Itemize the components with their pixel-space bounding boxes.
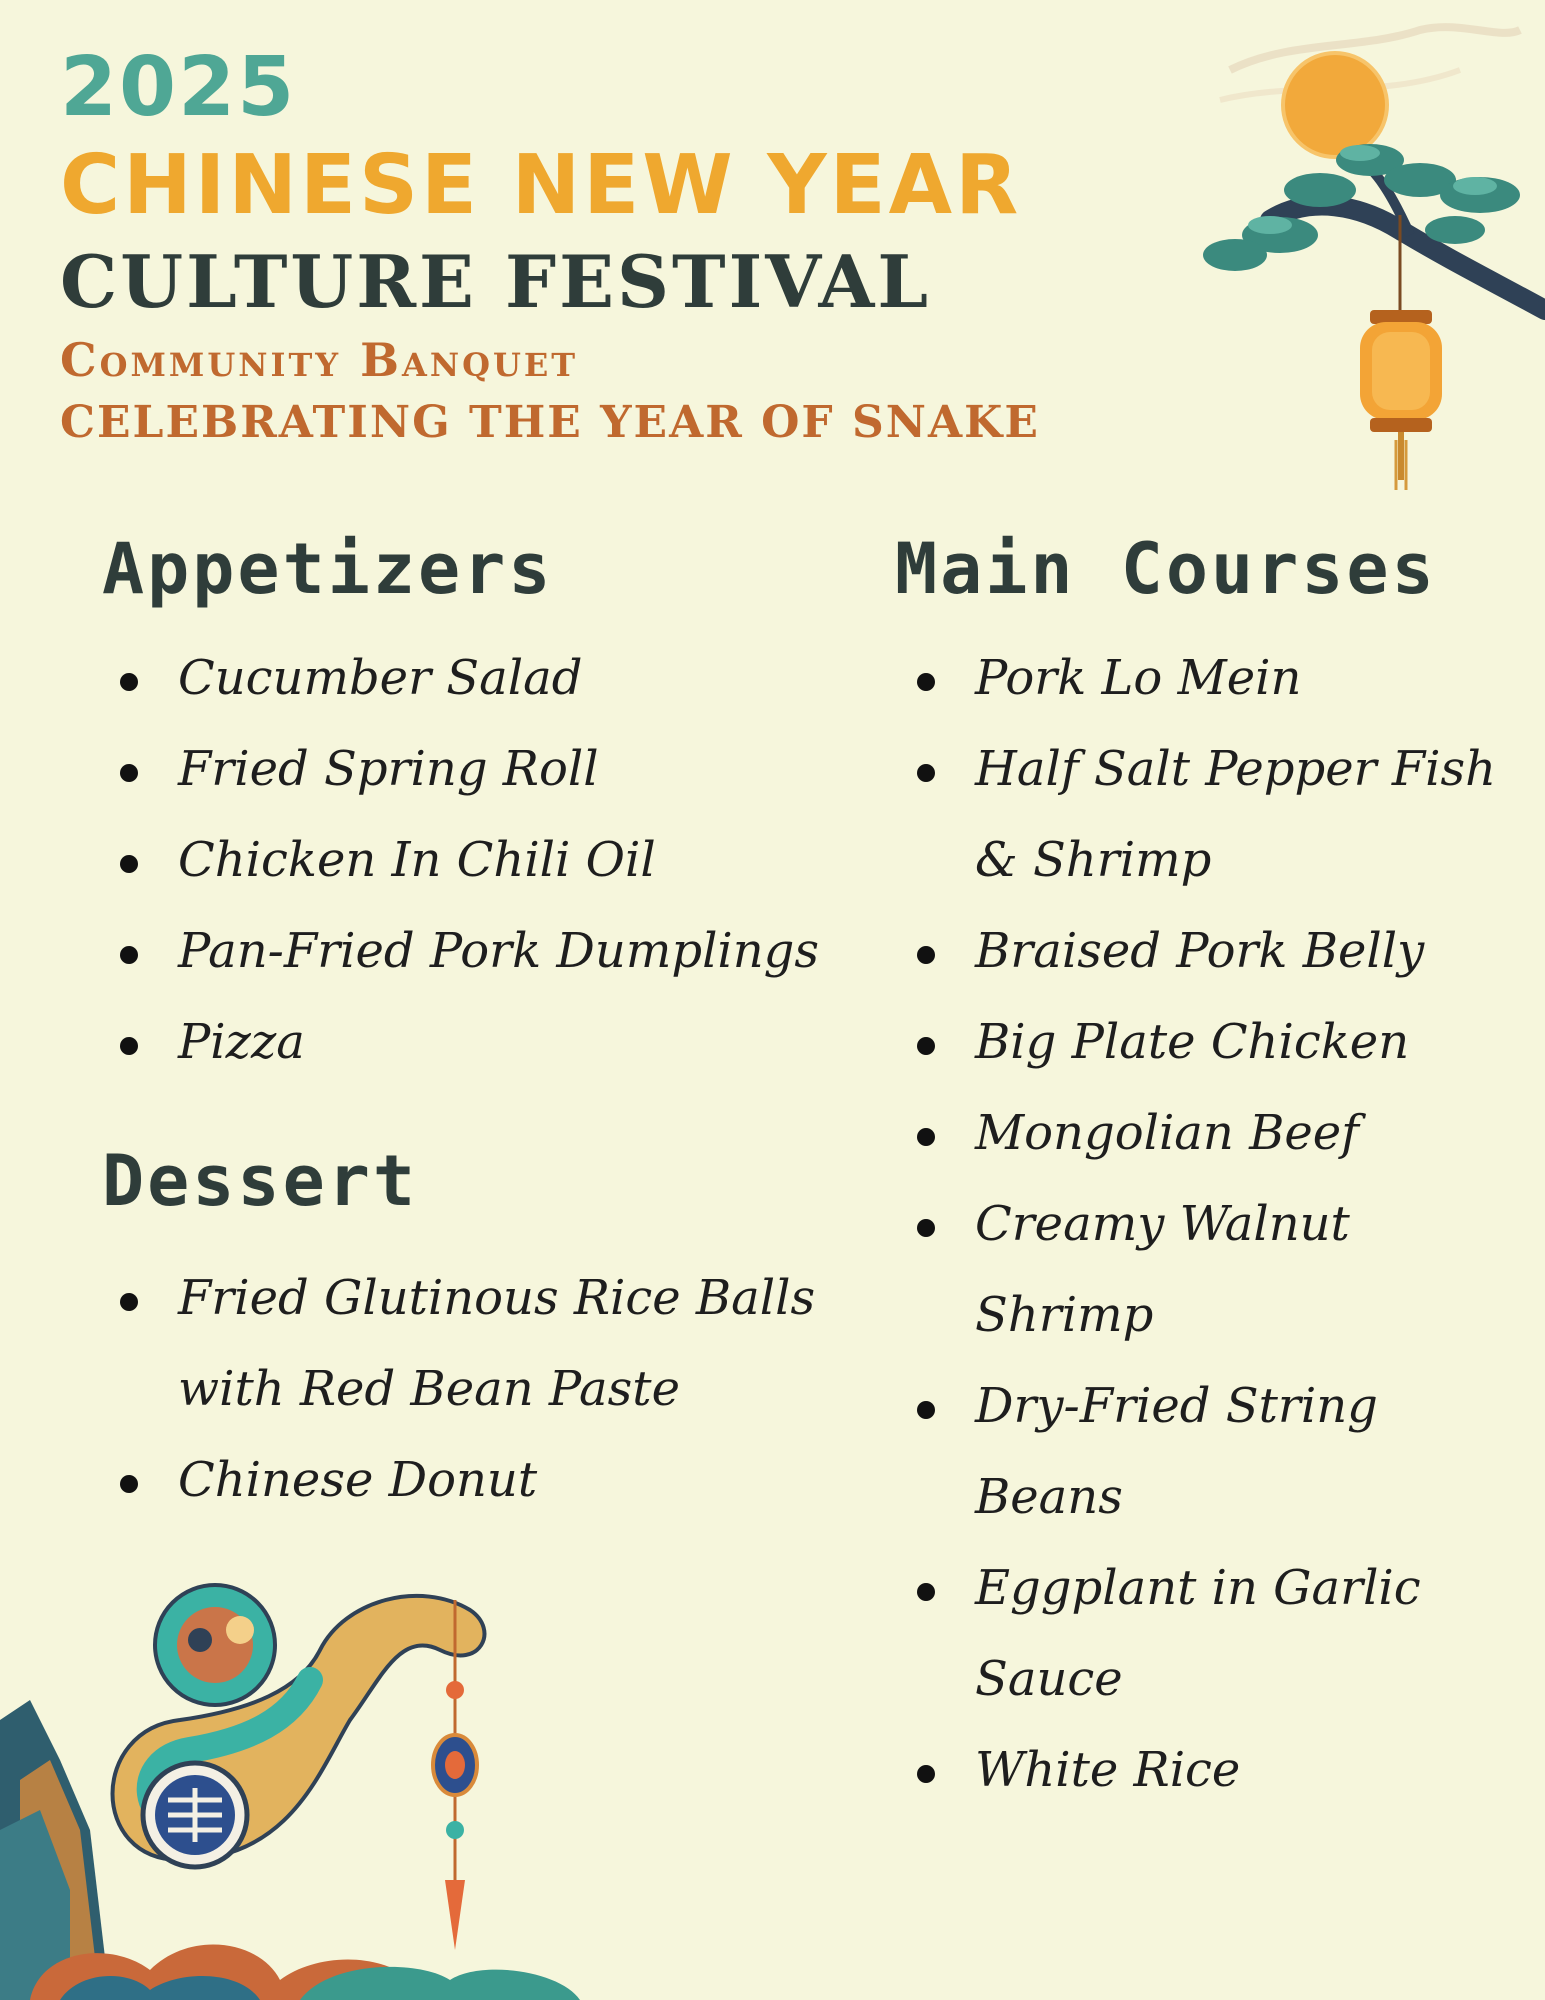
list-item: White Rice — [917, 1725, 1496, 1816]
bullet-icon — [917, 1583, 935, 1601]
appetizers-title: Appetizers — [102, 528, 554, 610]
main-courses-title: Main Courses — [895, 528, 1437, 610]
list-item: Eggplant in Garlic — [917, 1543, 1496, 1634]
bullet-icon — [917, 764, 935, 782]
event-heading: Community Banquet — [60, 333, 579, 387]
bullet-icon — [120, 855, 138, 873]
header — [60, 40, 1040, 454]
subtitle-heading: CULTURE FESTIVAL — [60, 239, 932, 324]
main-courses-list — [917, 633, 1496, 1816]
dessert-title: Dessert — [102, 1140, 419, 1222]
list-item: Creamy Walnut — [917, 1179, 1496, 1270]
list-item: Beans — [975, 1469, 1123, 1525]
snake-icon — [113, 1585, 485, 1867]
bullet-icon — [917, 1401, 935, 1419]
bullet-icon — [917, 1037, 935, 1055]
appetizers-list — [120, 633, 819, 1088]
moon-branch-lantern-illustration — [1160, 10, 1545, 510]
list-item: Dry-Fried String — [917, 1361, 1496, 1452]
lantern-icon — [1360, 310, 1442, 490]
list-item: Pan-Fried Pork Dumplings — [120, 906, 819, 997]
list-item: Fried Spring Roll — [120, 724, 819, 815]
list-item: Big Plate Chicken — [917, 997, 1496, 1088]
bullet-icon — [917, 946, 935, 964]
bullet-icon — [120, 1475, 138, 1493]
bullet-icon — [120, 1293, 138, 1311]
list-item: Mongolian Beef — [917, 1088, 1496, 1179]
bullet-icon — [120, 946, 138, 964]
list-item: Braised Pork Belly — [917, 906, 1496, 997]
list-item: & Shrimp — [975, 832, 1212, 888]
list-item: Chinese Donut — [120, 1435, 815, 1526]
list-item: Half Salt Pepper Fish — [917, 724, 1496, 815]
list-item: Sauce — [975, 1651, 1123, 1707]
snake-ornament-illustration — [0, 1530, 600, 2000]
list-item: Fried Glutinous Rice Balls — [120, 1253, 815, 1344]
year-heading: 2025 — [60, 40, 297, 135]
title-heading: CHINESE NEW YEAR — [60, 138, 1022, 233]
bullet-icon — [917, 1219, 935, 1237]
list-item: Shrimp — [975, 1287, 1154, 1343]
list-item: Chicken In Chili Oil — [120, 815, 819, 906]
bullet-icon — [917, 673, 935, 691]
list-item: Cucumber Salad — [120, 633, 819, 724]
bullet-icon — [120, 1037, 138, 1055]
tagline-heading: CELEBRATING THE YEAR OF SNAKE — [60, 397, 1040, 448]
bullet-icon — [120, 764, 138, 782]
bullet-icon — [917, 1765, 935, 1783]
list-item: with Red Bean Paste — [178, 1361, 680, 1417]
dessert-list — [120, 1253, 815, 1526]
bullet-icon — [120, 673, 138, 691]
list-item: Pizza — [120, 997, 819, 1088]
bullet-icon — [917, 1128, 935, 1146]
cloud-icon — [30, 1945, 580, 2000]
list-item: Pork Lo Mein — [917, 633, 1496, 724]
